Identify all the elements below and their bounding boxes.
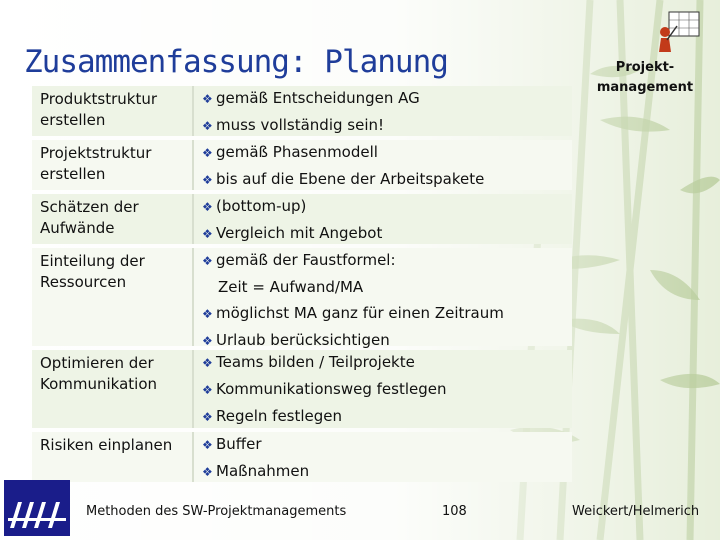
list-item-text: gemäß Phasenmodell xyxy=(216,143,378,161)
list-item-text: bis auf die Ebene der Arbeitspakete xyxy=(216,170,485,188)
list-item xyxy=(202,274,572,300)
list-item xyxy=(202,220,572,247)
slide-title: Zusammenfassung: Planung xyxy=(24,44,448,80)
column-separator xyxy=(192,194,194,244)
list-item-text: (bottom-up) xyxy=(216,197,307,215)
list-item xyxy=(202,403,572,430)
row-label: Risiken einplanen xyxy=(40,436,173,454)
row-label: Schätzen der Aufwände xyxy=(40,198,139,237)
diamond-bullet-icon: ❖ xyxy=(202,410,213,424)
list-item xyxy=(202,193,572,220)
diamond-bullet-icon: ❖ xyxy=(202,383,213,397)
column-separator xyxy=(192,350,194,428)
list-item xyxy=(202,458,572,485)
list-item-text: Vergleich mit Angebot xyxy=(216,224,383,242)
diamond-bullet-icon: ❖ xyxy=(202,119,213,133)
list-item-text: Zeit = Aufwand/MA xyxy=(218,278,364,296)
row-label: Optimieren der Kommunikation xyxy=(40,354,158,393)
list-item-text: Teams bilden / Teilprojekte xyxy=(216,353,415,371)
diamond-bullet-icon: ❖ xyxy=(202,465,213,479)
row-items xyxy=(202,139,572,193)
column-separator xyxy=(192,432,194,482)
diamond-bullet-icon: ❖ xyxy=(202,92,213,106)
list-item-text: Urlaub berücksichtigen xyxy=(216,331,390,349)
list-item-text: Maßnahmen xyxy=(216,462,310,480)
row-label: Projektstruktur erstellen xyxy=(40,144,152,183)
list-item xyxy=(202,431,572,458)
list-item-text: muss vollständig sein! xyxy=(216,116,385,134)
row-items xyxy=(202,349,572,430)
row-items xyxy=(202,193,572,247)
column-separator xyxy=(192,86,194,136)
university-logo-icon xyxy=(4,480,70,536)
list-item-text: Regeln festlegen xyxy=(216,407,343,425)
column-separator xyxy=(192,248,194,346)
diamond-bullet-icon: ❖ xyxy=(202,254,213,268)
list-item-text: Kommunikationsweg festlegen xyxy=(216,380,447,398)
list-item xyxy=(202,247,572,274)
list-item xyxy=(202,166,572,193)
row-items xyxy=(202,431,572,485)
list-item-text: gemäß Entscheidungen AG xyxy=(216,89,420,107)
list-item xyxy=(202,300,572,327)
logo-text: Projekt- management xyxy=(596,60,694,95)
logo-caption xyxy=(580,58,710,98)
list-item xyxy=(202,139,572,166)
diamond-bullet-icon: ❖ xyxy=(202,173,213,187)
list-item xyxy=(202,112,572,139)
footer-course: Methoden des SW-Projektmanagements xyxy=(86,504,347,519)
diamond-bullet-icon: ❖ xyxy=(202,356,213,370)
diamond-bullet-icon: ❖ xyxy=(202,438,213,452)
footer-authors: Weickert/Helmerich xyxy=(572,504,700,519)
diamond-bullet-icon: ❖ xyxy=(202,146,213,160)
list-item-text: Buffer xyxy=(216,435,262,453)
row-label: Einteilung der Ressourcen xyxy=(40,252,145,291)
diamond-bullet-icon: ❖ xyxy=(202,227,213,241)
project-manager-figure-icon xyxy=(655,10,703,54)
list-item xyxy=(202,85,572,112)
diamond-bullet-icon: ❖ xyxy=(202,334,213,348)
row-items xyxy=(202,247,572,354)
row-label: Produktstruktur erstellen xyxy=(40,90,158,129)
list-item xyxy=(202,349,572,376)
footer-page-number: 108 xyxy=(442,504,467,519)
diamond-bullet-icon: ❖ xyxy=(202,200,213,214)
column-separator xyxy=(192,140,194,190)
list-item xyxy=(202,376,572,403)
row-items xyxy=(202,85,572,139)
list-item-text: möglichst MA ganz für einen Zeitraum xyxy=(216,304,504,322)
diamond-bullet-icon: ❖ xyxy=(202,307,213,321)
list-item-text: gemäß der Faustformel: xyxy=(216,251,396,269)
